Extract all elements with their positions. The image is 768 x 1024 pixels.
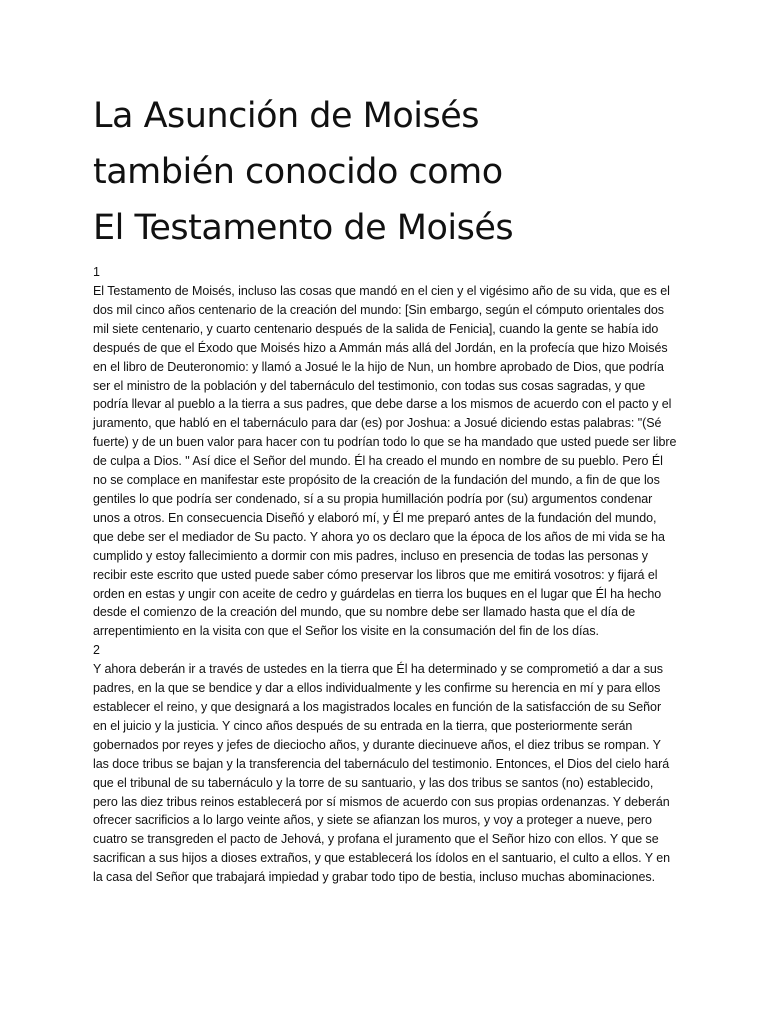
chapter-2: [93, 641, 678, 887]
document-title: [93, 88, 678, 256]
chapter-text: El Testamento de Moisés, incluso las cosas que mandó en el cien y el vigésimo año de su vida, que es el dos mil cinco años centenario de la creación del mundo: [Sin embargo, según el cómputo orientales dos mil siete centenario, y cuarto centenario después de la salida de Fenicia], cuando la gente se había ido después de que el Éxodo que Moisés hizo a Ammán más allá del Jordán, en la profecía que hizo Moisés en el libro de Deuteronomio: y llamó a Josué le la hijo de Nun, un hombre aprobado de Dios, que podría ser el ministro de la población y del tabernáculo del testimonio, con todas sus cosas sagradas, y que podría llevar al pueblo a la tierra a sus padres, que debe darse a los mismos de acuerdo con el pacto y el juramento, que habló en el tabernáculo para dar (es) por Joshua: a Josué diciendo estas palabras: "(Sé fuerte) y de un buen valor para hacer con tu podrían todo lo que se ha mandado que usted puede ser libre de culpa a Dios. " Así dice el Señor del mundo. Él ha creado el mundo en nombre de su pueblo. Pero Él no se complace en manifestar este propósito de la creación de la fundación del mundo, a fin de que los gentiles lo que podría ser condenado, sí a su propia humillación podría por (su) argumentos condenar unos a otros. En consecuencia Diseñó y elaboró mí, y Él me preparó antes de la fundación del mundo, que debe ser el mediador de Su pacto. Y ahora yo os declaro que la época de los años de mi vida se ha cumplido y estoy fallecimiento a dormir con mis padres, incluso en presencia de todas las personas y recibir este escrito que usted puede saber cómo preservar los libros que me emitirá vosotros: y fijará el orden en estas y ungir con aceite de cedro y guárdelas en tierra los buques en el lugar que Él ha hecho desde el comienzo de la creación del mundo, que su nombre debe ser llamado hasta que el día de arrepentimiento en la visita con que el Señor los visite en la consumación del fin de los días.: [93, 284, 677, 639]
chapter-number: 1: [93, 265, 100, 279]
document-page: [93, 88, 678, 887]
chapter-1: [93, 263, 678, 641]
title-line-2: también conocido como: [93, 152, 503, 192]
chapter-text: Y ahora deberán ir a través de ustedes en la tierra que Él ha determinado y se comprometió a dar a sus padres, en la que se bendice y dar a ellos individualmente y les confirme su herencia en mí y para ellos establecer el reino, y que designará a los magistrados locales en función de la satisfacción de su Señor en el juicio y la justicia. Y cinco años después de su entrada en la tierra, que posteriormente serán gobernados por reyes y jefes de dieciocho años, y durante diecinueve años, el diez tribus se rompan. Y las doce tribus se bajan y la transferencia del tabernáculo del testimonio. Entonces, el Dios del cielo hará que el tribunal de su tabernáculo y la torre de su santuario, y las dos tribus se santos (no) establecido, pero las diez tribus reinos establecerá por sí mismos de acuerdo con sus propias ordenanzas. Y deberán ofrecer sacrificios a lo largo veinte años, y siete se afianzan los muros, y voy a proteger a nueve, pero cuatro se transgreden el pacto de Jehová, y profana el juramento que el Señor hizo con ellos. Y que se sacrifican a sus hijos a dioses extraños, y que establecerá los ídolos en el santuario, el culto a ellos. Y en la casa del Señor que trabajará impiedad y grabar todo tipo de bestia, incluso muchas abominaciones.: [93, 662, 671, 885]
title-line-1: La Asunción de Moisés: [93, 96, 480, 136]
chapter-number: 2: [93, 643, 100, 658]
title-line-3: El Testamento de Moisés: [93, 208, 514, 248]
